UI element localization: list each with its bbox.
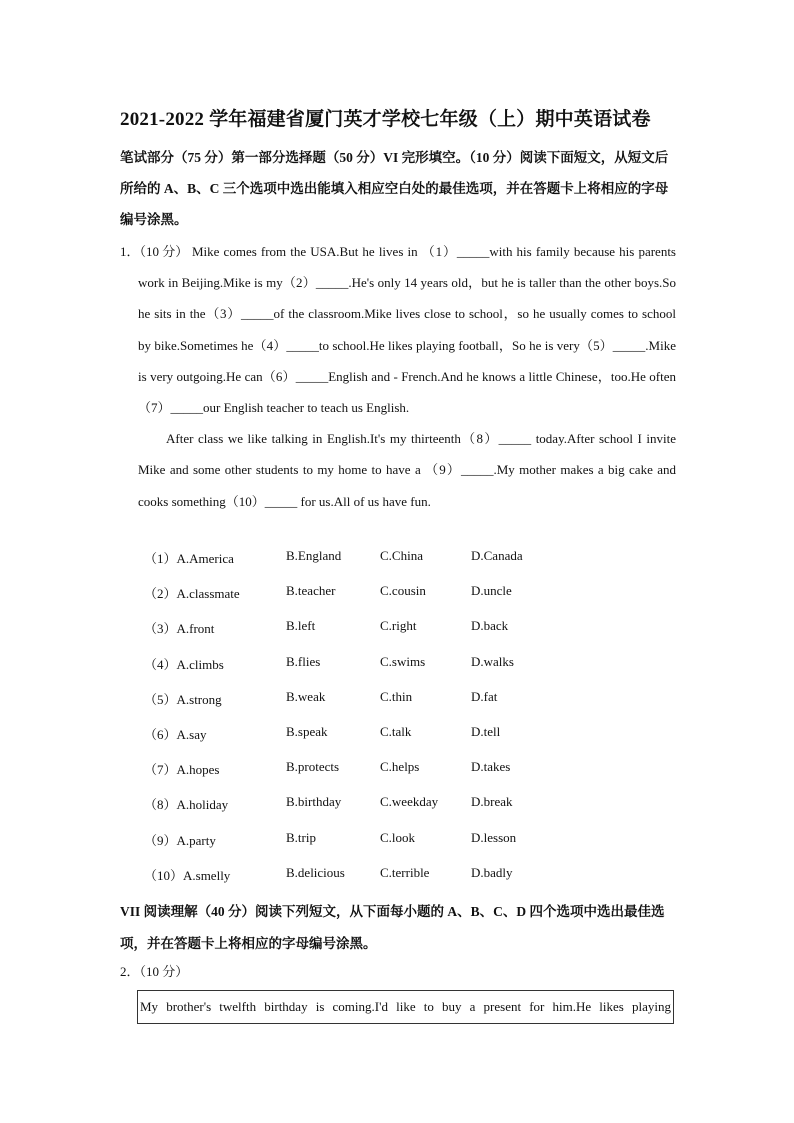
option-b[interactable]: B.teacher: [286, 583, 336, 599]
question-2-number: 2．（10 分）: [120, 964, 189, 979]
option-b[interactable]: B.weak: [286, 688, 326, 704]
option-row: [144, 583, 684, 618]
option-a[interactable]: （6）A.say: [144, 726, 207, 742]
option-d[interactable]: D.badly: [471, 864, 513, 880]
option-b[interactable]: B.birthday: [286, 794, 342, 810]
option-b[interactable]: B.speak: [286, 723, 328, 739]
reading-passage-box: [137, 990, 674, 1024]
option-b[interactable]: B.delicious: [286, 864, 345, 880]
question-1: [120, 236, 676, 517]
option-d[interactable]: D.Canada: [471, 548, 523, 563]
option-c[interactable]: C.talk: [380, 723, 412, 739]
section7-instructions: VII 阅读理解（40 分）阅读下列短文，从下面每小题的 A、B、C、D 四个选项中选出最佳选项，并在答题卡上将相应的字母编号涂黑。: [120, 904, 665, 951]
option-row: [144, 830, 684, 865]
option-a[interactable]: （7）A.hopes: [144, 762, 220, 778]
option-a[interactable]: （4）A.climbs: [144, 656, 224, 672]
option-row: [144, 865, 684, 900]
cloze-paragraph-1-text: Mike comes from the USA.But he lives in （1）_____with his family because his parents work in Beijing.Mike is my（2）_____.He's only 14 years old，but he is taller than the other boys.So he sits in the（3）_____of the classroom.Mike lives close to school，so he usually comes to school by bike.Sometimes he（4）_____to school.He likes playing football，So he is very（5）_____.Mike is very outgoing.He can（6）_____English and - French.And he knows a little Chinese，too.He often （7）_____our English teacher to teach us English.: [138, 244, 676, 416]
option-d[interactable]: D.lesson: [471, 829, 517, 845]
option-row: [144, 724, 684, 759]
option-c[interactable]: C.helps: [380, 759, 420, 775]
option-b[interactable]: B.protects: [286, 759, 340, 775]
option-d[interactable]: D.fat: [471, 688, 498, 704]
option-c[interactable]: C.cousin: [380, 583, 426, 599]
option-b[interactable]: B.England: [286, 548, 342, 563]
option-row: [144, 618, 684, 653]
option-row: [144, 759, 684, 794]
option-c[interactable]: C.China: [380, 548, 423, 563]
option-c[interactable]: C.terrible: [380, 864, 430, 880]
option-a[interactable]: （8）A.holiday: [144, 797, 229, 813]
option-a[interactable]: （10）A.smelly: [144, 867, 231, 883]
option-row: [144, 689, 684, 724]
section6-instructions: 笔试部分（75 分）第一部分选择题（50 分）VI 完形填空。（10 分）阅读下面短文，从短文后所给的 A、B、C 三个选项中选出能填入相应空白处的最佳选项，并在答题卡上将相应的字母编号涂黑。: [120, 150, 669, 227]
option-d[interactable]: D.tell: [471, 723, 501, 739]
option-row: [144, 654, 684, 689]
cloze-options-table: [144, 548, 684, 900]
option-b[interactable]: B.flies: [286, 653, 321, 669]
exam-title: 2021-2022 学年福建省厦门英才学校七年级（上）期中英语试卷: [120, 109, 651, 130]
option-b[interactable]: B.trip: [286, 829, 316, 845]
option-c[interactable]: C.look: [380, 829, 416, 845]
option-row: [144, 794, 684, 829]
cloze-paragraph-1: [138, 236, 676, 423]
option-a[interactable]: （1）A.America: [144, 551, 234, 566]
option-a[interactable]: （5）A.strong: [144, 691, 222, 707]
option-c[interactable]: C.thin: [380, 688, 413, 704]
option-d[interactable]: D.takes: [471, 759, 511, 775]
option-c[interactable]: C.swims: [380, 653, 426, 669]
option-c[interactable]: C.right: [380, 618, 417, 634]
question-1-number: 1．（10 分）: [120, 244, 189, 259]
option-a[interactable]: （9）A.party: [144, 832, 216, 848]
option-b[interactable]: B.left: [286, 618, 316, 634]
reading-passage-text: My brother's twelfth birthday is coming.I'd like to buy a present for him.He likes playing: [140, 999, 671, 1014]
option-row: [144, 548, 684, 583]
option-d[interactable]: D.uncle: [471, 583, 512, 599]
option-d[interactable]: D.back: [471, 618, 509, 634]
option-d[interactable]: D.walks: [471, 653, 514, 669]
option-c[interactable]: C.weekday: [380, 794, 439, 810]
option-d[interactable]: D.break: [471, 794, 513, 810]
option-a[interactable]: （3）A.front: [144, 621, 215, 637]
cloze-paragraph-2: After class we like talking in English.It's my thirteenth（8）_____ today.After school I invite Mike and some other students to my home to have a （9）_____.My mother makes a big cake and cooks something（10）_____ for us.All of us have fun.: [138, 431, 676, 509]
option-a[interactable]: （2）A.classmate: [144, 586, 240, 602]
